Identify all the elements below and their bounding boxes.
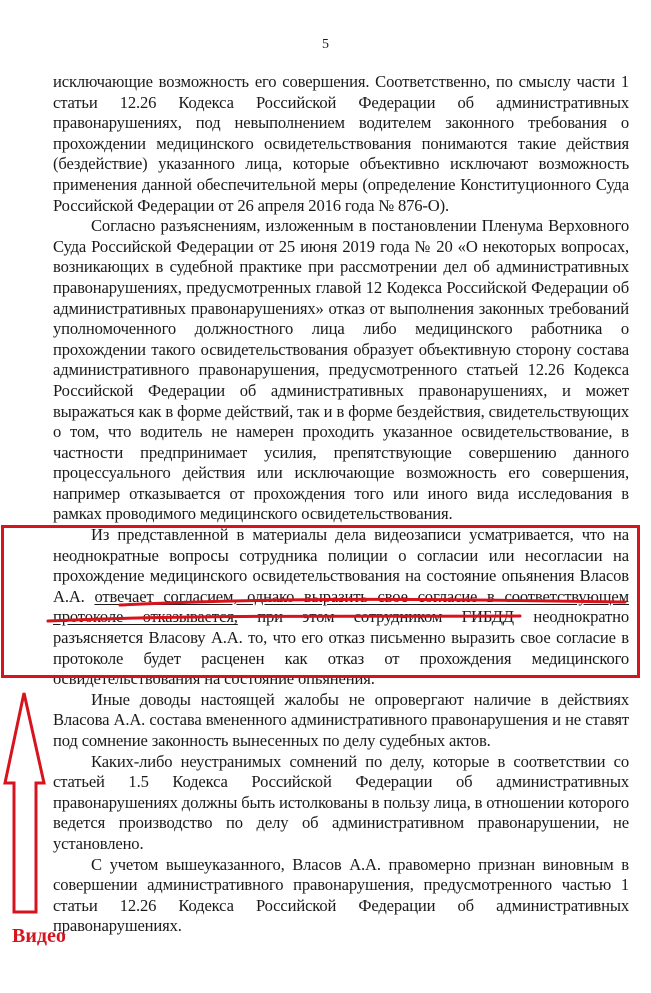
underlined-phrase: отвечает согласием, однако выразить свое согласие в соответствующем протоколе отказывается,: [53, 586, 629, 627]
paragraph-4: Иные доводы настоящей жалобы не опровергают наличие в действиях Власова А.А. состава вмененного административного правонарушения и не ставят под сомнение законность вынесенных по делу судебных актов.: [53, 689, 629, 750]
paragraph-3-end: при этом сотрудником ГИБДД неоднократно разъясняется Власову А.А. то, что его отказ письменно выразить свое согласие в протоколе будет расценен как отказ от прохождения медицинского освидетельствования на состояние опьянения.: [53, 607, 629, 689]
page-number: 5: [322, 37, 329, 52]
paragraph-5: Каких-либо неустранимых сомнений по делу, которые в соответствии со статьей 1.5 Кодекса Российской Федерации об административных правонарушениях должны быть истолкованы в пользу лица, в отношении которого ведется производство по делу об административном правонарушении, не установлено.: [53, 751, 629, 853]
paragraph-2: Согласно разъяснениям, изложенным в постановлении Пленума Верховного Суда Российской Федерации от 25 июня 2019 года № 20 «О некоторых вопросах, возникающих в судебной практике при рассмотрении дел об административных правонарушениях, предусмотренных главой 12 Кодекса Российской Федерации об административных правонарушениях» отказ от выполнения законных требований уполномоченного должностного лица либо медицинского работника о прохождении такого освидетельствования образует объективную сторону состава административного правонарушения, предусмотренного статьей 12.26 Кодекса Российской Федерации об административных правонарушениях, и может выражаться как в форме действий, так и в форме бездействия, свидетельствующих о том, что водитель не намерен проходить указанное освидетельствование, в частности предпринимает усилия, препятствующие совершению данного процессуального действия или исключающие возможность его совершения, например отказывается от прохождения того или иного вида исследования в рамках проводимого медицинского освидетельствования.: [53, 216, 629, 524]
paragraph-3-start: Из представленной в материалы дела видеозаписи усматривается, что на неоднократные вопросы сотрудника полиции о согласии или несогласии на прохождение медицинского освидетельствования на состояние опьянения Власов А.А.: [53, 525, 629, 606]
paragraph-6: С учетом вышеуказанного, Власов А.А. правомерно признан виновным в совершении административного правонарушения, предусмотренного частью 1 статьи 12.26 Кодекса Российской Федерации об административных правонарушениях.: [53, 854, 629, 936]
video-annotation-label: Видео: [12, 925, 66, 947]
paragraph-1: исключающие возможность его совершения. Соответственно, по смыслу части 1 статьи 12.26 Кодекса Российской Федерации об административных правонарушениях, под невыполнением водителем законного требования о прохождении медицинского освидетельствования понимаются такие действия (бездействие) указанного лица, которые объективно исключают возможность применения данной обеспечительной меры (определение Конституционного Суда Российской Федерации от 26 апреля 2016 года № 876-О).: [53, 72, 629, 215]
